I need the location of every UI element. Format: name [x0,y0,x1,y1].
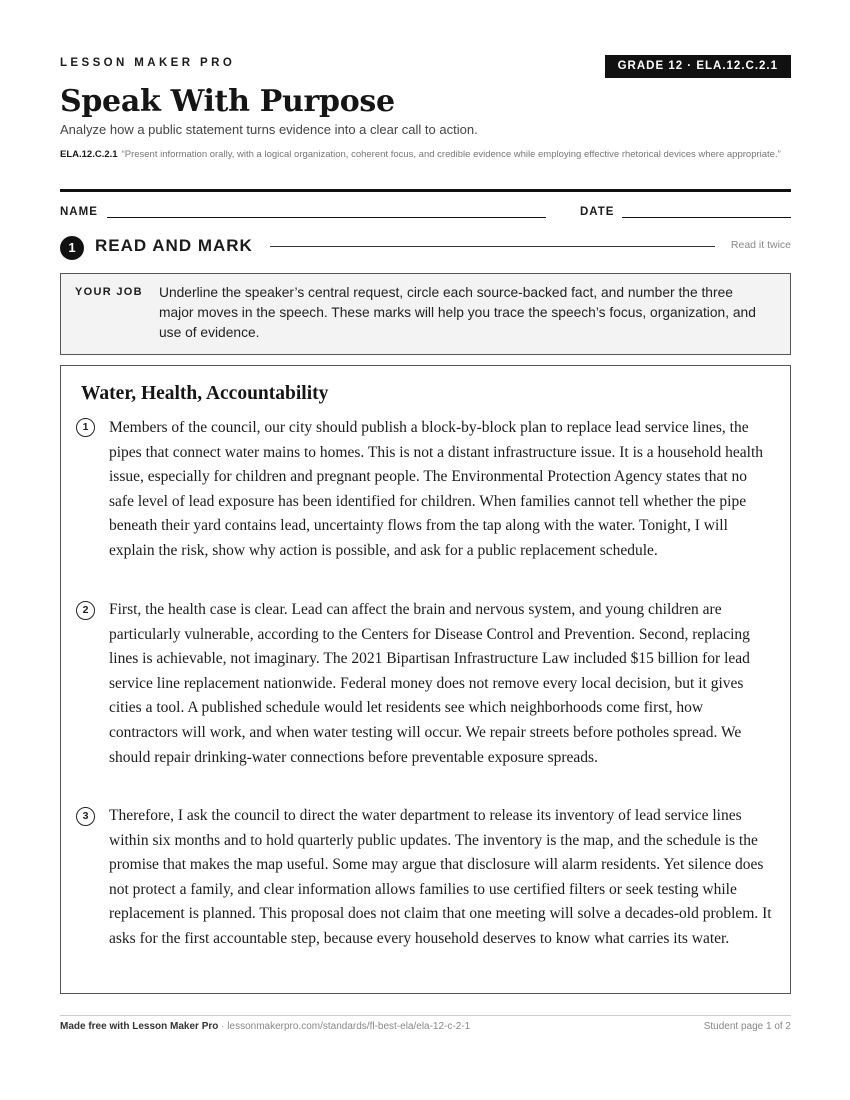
paragraph-number-1: 1 [76,418,95,437]
footer-url-link[interactable]: lessonmakerpro.com/standards/fl-best-ela/ela-12-c-2-1 [227,1021,471,1032]
standard-text: “Present information orally, with a logical organization, coherent focus, and credible evidence while employing effective rhetorical devices where appropriate.” [121,149,781,160]
section-title-rule [270,246,715,247]
speech-title: Water, Health, Accountability [81,383,329,404]
paragraph-number-2: 2 [76,601,95,620]
footer-made-with: Made free with Lesson Maker Pro [60,1021,219,1032]
footer-separator: · [218,1021,228,1032]
date-label: DATE [580,206,615,218]
section-note: Read it twice [730,239,791,251]
footer-credit [60,1021,470,1032]
speech-paragraph-1: Members of the council, our city should publish a block-by-block plan to replace lead service lines, the pipes that connect water mains to homes. This is not a distant infrastructure issue. It is a household health issue, especially for children and pregnant people. The Environmental Protection Agency states that no safe level of lead exposure has been identified for children. When families cannot tell whether the pipe beneath their yard contains lead, uncertainty flows from the tap along with the water. Tonight, I will explain the risk, show why action is possible, and ask for a public replacement schedule. [109,419,764,559]
your-job-box [60,273,791,355]
date-field-line[interactable] [622,217,791,218]
footer-page-info: Student page 1 of 2 [703,1021,791,1032]
name-label: NAME [60,206,98,218]
standard-statement [60,147,791,162]
speech-passage-box [60,365,791,994]
brand-name: LESSON MAKER PRO [60,57,236,69]
your-job-instructions: Underline the speaker’s central request, circle each source-backed fact, and number the three major moves in the speech. These marks will help you trace the speech’s focus, organization, and use of evidence. [159,285,756,340]
section-title: READ AND MARK [95,236,253,255]
page-title: Speak With Purpose [60,84,395,119]
speech-paragraph-3: Therefore, I ask the council to direct the water department to release its inventory of lead service lines within six months and to hold quarterly public updates. The inventory is the map, and the schedule is the promise that makes the map useful. Some may argue that disclosure will alarm residents. Yet silence does not protect a family, and clear information allows families to use certified filters or seek testing while replacement is planned. This proposal does not claim that one meeting will solve a decades-old problem. It asks for the first accountable step, because every household deserves to know what carries its water. [109,807,772,947]
your-job-label: YOUR JOB [75,286,143,298]
section-number-badge: 1 [60,236,84,260]
paragraph-number-3: 3 [76,807,95,826]
header-divider [60,189,791,192]
grade-badge: GRADE 12 · ELA.12.C.2.1 [605,55,791,78]
name-field-line[interactable] [107,217,546,218]
worksheet-page [60,0,791,1100]
footer-divider [60,1015,791,1016]
page-subtitle: Analyze how a public statement turns evidence into a clear call to action. [60,122,478,137]
standard-code: ELA.12.C.2.1 [60,149,118,160]
speech-paragraph-2: First, the health case is clear. Lead can affect the brain and nervous system, and young children are particularly vulnerable, according to the Centers for Disease Control and Prevention. Second, replacing lines is achievable, not imaginary. The 2021 Bipartisan Infrastructure Law included $15 billion for lead service line replacement nationwide. Federal money does not remove every local decision, but it gives cities a tool. A published schedule would let residents see which neighborhoods come first, how contractors will work, and when water testing will occur. We repair streets before potholes spread. We should repair drinking-water connections before preventable exposure spreads. [109,601,750,766]
